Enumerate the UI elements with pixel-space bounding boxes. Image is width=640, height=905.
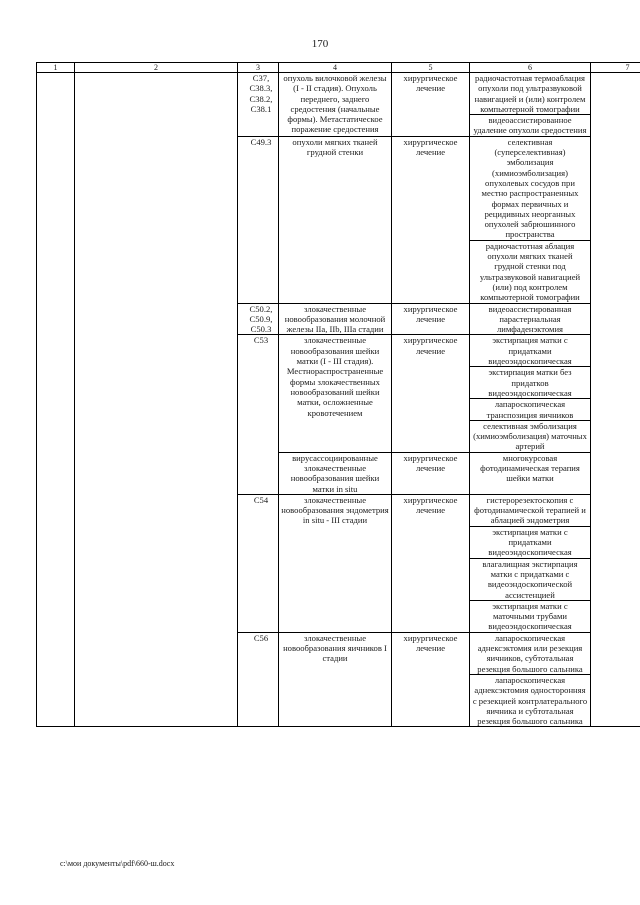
method-item: селективная эмболизация (химиоэмболизация) маточных артерий xyxy=(473,420,587,452)
method-item: лапароскопическая транспозиция яичников xyxy=(470,399,590,421)
treatment-cell: хирургическое лечение xyxy=(392,136,470,303)
code-cell xyxy=(238,335,279,494)
method-item: лапароскопическая аднексэктомия или резекция яичников, субтотальная резекция большого сальника xyxy=(470,633,590,675)
method-item: селективная (суперселективная) эмболизация (химиоэмболизация) опухолевых сосудов при местно распространенных формах первичных и рецидивных неорганных опухолей забрюшинного пространства xyxy=(470,137,590,241)
disease-cell: злокачественные новообразования молочной железы IIa, IIb, IIIa стадии xyxy=(279,303,392,335)
treatment-cell: хирургическое лечение xyxy=(392,452,470,494)
method-item: радиочастотная аблация опухоли мягких тканей грудной стенки под ультразвуковой навигацией (или) под контролем компьютерной томографии xyxy=(479,240,581,303)
methods-cell xyxy=(470,335,591,452)
disease-cell: опухоли мягких тканей грудной стенки xyxy=(279,136,392,303)
methods-cell xyxy=(470,632,591,727)
method-item: радиочастотная термоаблация опухоли под ультразвуковой навигацией и (или) контролем компьютерной томографии xyxy=(470,73,590,115)
methods-cell xyxy=(470,452,591,494)
code-cell xyxy=(238,632,279,727)
treatment-cell: хирургическое лечение xyxy=(392,494,470,632)
header-cell-6: 6 xyxy=(470,63,591,73)
code-cell xyxy=(238,494,279,632)
methods-cell xyxy=(470,136,591,303)
code-cell xyxy=(238,73,279,137)
header-row xyxy=(37,63,640,73)
method-item: экстирпация матки с маточными трубами видеоэндоскопическая xyxy=(488,600,572,632)
header-cell-3: 3 xyxy=(238,63,279,73)
page-number: 170 xyxy=(311,38,329,50)
method-item: экстирпация матки с придатками видеоэндоскопическая xyxy=(470,335,590,367)
header-cell-7: 7 xyxy=(591,63,640,73)
treatment-cell: хирургическое лечение xyxy=(392,303,470,335)
column-7-cell xyxy=(591,73,640,727)
method-item: многокурсовая фотодинамическая терапия шейки матки xyxy=(480,452,580,484)
header-cell-4: 4 xyxy=(279,63,392,73)
disease-cell: злокачественные новообразования эндометрия in situ - III стадии xyxy=(279,494,392,632)
method-item: влагалищная экстирпация матки с придатками с видеоэндоскопической ассистенцией xyxy=(470,559,590,601)
icd-codes: C53 xyxy=(253,335,269,346)
disease-cell: опухоль вилочковой железы (I - II стадия). Опухоль переднего, заднего средостения (начальные формы). Метастатическое поражение средостения xyxy=(279,73,392,137)
footer-file-path: c:\мои документы\pdf\660-ш.docx xyxy=(60,859,175,868)
icd-codes: C50.2, C50.9, C50.3 xyxy=(249,303,273,335)
disease-cell: вирусассоциированные злокачественные новообразования шейки матки in situ xyxy=(279,452,392,494)
table-row xyxy=(37,73,640,137)
disease-cell: злокачественные новообразования шейки матки (I - III стадия). Местнораспространенные формы злокачественных новообразований шейки матки, осложненные кровотечением xyxy=(279,335,392,452)
table-body xyxy=(37,63,640,727)
methods-cell xyxy=(470,303,591,335)
header-cell-2: 2 xyxy=(75,63,238,73)
procedures-table xyxy=(36,62,640,727)
header-cell-5: 5 xyxy=(392,63,470,73)
icd-codes: C49.3 xyxy=(250,136,272,147)
treatment-cell: хирургическое лечение xyxy=(392,73,470,137)
icd-codes: C54 xyxy=(253,494,269,505)
method-item: экстирпация матки с придатками видеоэндоскопическая xyxy=(470,527,590,559)
column-1-cell xyxy=(37,73,75,727)
method-item: лапароскопическая аднексэктомия односторонняя с резекцией контрлатерального яичника и субтотальная резекция большого сальника xyxy=(472,674,588,727)
method-item: экстирпация матки без придатков видеоэндоскопическая xyxy=(470,367,590,399)
treatment-cell: хирургическое лечение xyxy=(392,632,470,727)
icd-codes: C37, C38.3, C38.2, C38.1 xyxy=(249,73,273,114)
methods-cell xyxy=(470,73,591,137)
method-item: видеоассистированная парастернальная лимфаденэктомия xyxy=(488,303,572,335)
methods-cell xyxy=(470,494,591,632)
column-2-cell xyxy=(75,73,238,727)
method-item: гистерорезектоскопия с фотодинамической терапией и аблацией эндометрия xyxy=(470,495,590,527)
treatment-cell: хирургическое лечение xyxy=(392,335,470,452)
disease-cell: злокачественные новообразования яичников I стадии xyxy=(279,632,392,727)
code-cell xyxy=(238,303,279,335)
icd-codes: C56 xyxy=(253,632,269,643)
code-cell xyxy=(238,136,279,303)
header-cell-1: 1 xyxy=(37,63,75,73)
method-item: видеоассистированное удаление опухоли средостения xyxy=(473,115,587,136)
